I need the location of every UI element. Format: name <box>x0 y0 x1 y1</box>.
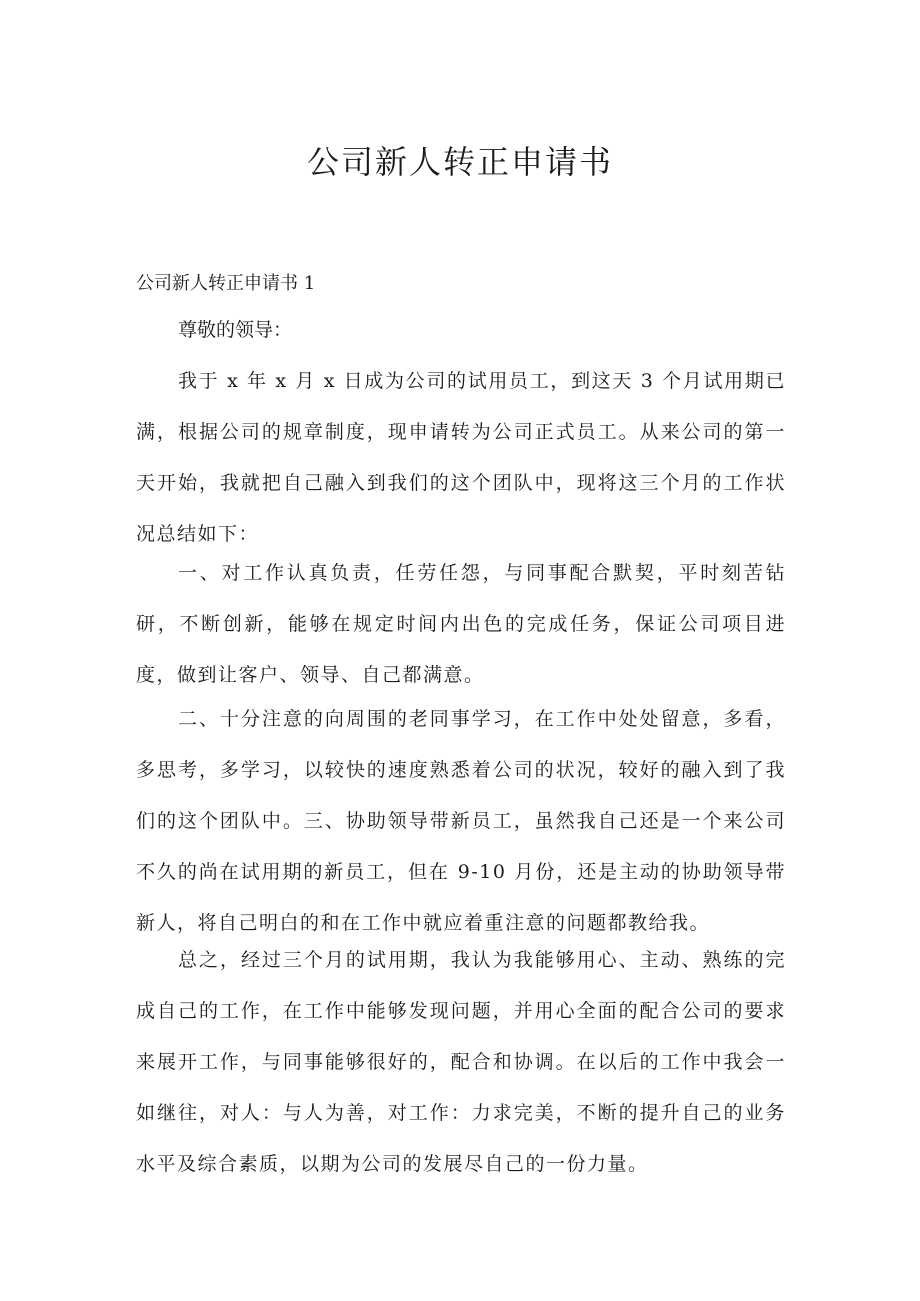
paragraph-intro: 我于 x 年 x 月 x 日成为公司的试用员工，到这天 3 个月试用期已满，根据公司的规章制度，现申请转为公司正式员工。从来公司的第一天开始，我就把自己融入到我们的这个团队中，现将这三个月的工作状况总结如下： <box>136 370 786 545</box>
salutation: 尊敬的领导： <box>178 319 293 341</box>
document-subtitle: 公司新人转正申请书 1 <box>136 273 316 294</box>
paragraph-conclusion: 总之，经过三个月的试用期，我认为我能够用心、主动、熟练的完成自己的工作，在工作中能够发现问题，并用心全面的配合公司的要求来展开工作，与同事能够很好的，配合和协调。在以后的工作中我会一如继往，对人：与人为善，对工作：力求完美，不断的提升自己的业务水平及综合素质，以期为公司的发展尽自己的一份力量。 <box>136 949 786 1175</box>
paragraph-point-two-three: 二、十分注意的向周围的老同事学习，在工作中处处留意，多看，多思考，多学习，以较快的速度熟悉着公司的状况，较好的融入到了我们的这个团队中。三、协助领导带新员工，虽然我自己还是一个来公司不久的尚在试用期的新员工，但在 9-10 月份，还是主动的协助领导带新人，将自己明白的和在工作中就应着重注意的问题都教给我。 <box>136 708 786 934</box>
document-title: 公司新人转正申请书 <box>306 143 613 181</box>
paragraph-point-one: 一、对工作认真负责，任劳任怨，与同事配合默契，平时刻苦钻研，不断创新，能够在规定时间内出色的完成任务，保证公司项目进度，做到让客户、领导、自己都满意。 <box>136 562 786 686</box>
